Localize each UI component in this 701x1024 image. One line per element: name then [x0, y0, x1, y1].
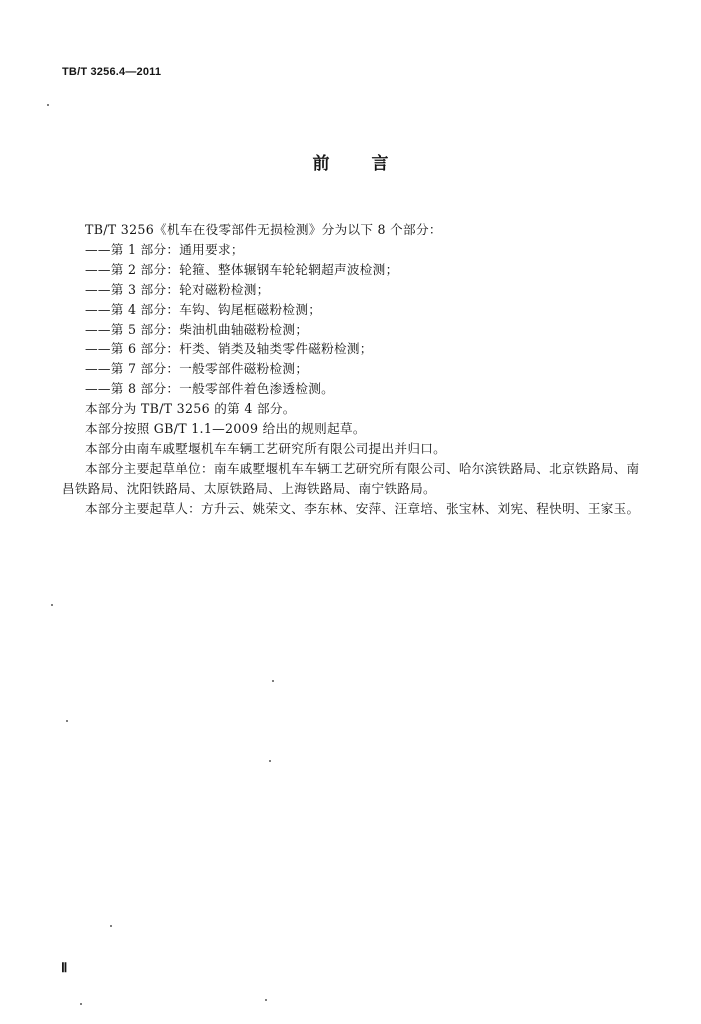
scan-speck [66, 720, 68, 722]
scan-speck [51, 604, 53, 606]
list-item-part-2: ——第 2 部分：轮箍、整体辗钢车轮轮辋超声波检测； [85, 261, 399, 277]
document-number: TB/T 3256.4—2011 [62, 66, 162, 78]
list-item-part-4: ——第 4 部分：车钩、钩尾框磁粉检测； [85, 301, 322, 317]
scan-speck [272, 680, 274, 682]
list-item-part-7: ——第 7 部分：一般零部件磁粉检测； [85, 361, 309, 377]
page-title: 前 言 [312, 154, 389, 174]
paragraph-drafting-units: 本部分主要起草单位：南车戚墅堰机车车辆工艺研究所有限公司、哈尔滨铁路局、北京铁路局、南昌铁路局、沈阳铁路局、太原铁路局、上海铁路局、南宁铁路局。 [62, 460, 640, 496]
scan-speck [47, 104, 49, 106]
paragraph-part-statement: 本部分为 TB/T 3256 的第 4 部分。 [85, 401, 296, 417]
list-item-part-6: ——第 6 部分：杆类、销类及轴类零件磁粉检测； [85, 341, 373, 357]
list-item-part-1: ——第 1 部分：通用要求； [85, 241, 244, 257]
paragraph-drafting-rules: 本部分按照 GB/T 1.1—2009 给出的规则起草。 [85, 421, 366, 437]
scan-speck [265, 999, 267, 1001]
list-item-part-5: ——第 5 部分：柴油机曲轴磁粉检测； [85, 321, 309, 337]
page-number: Ⅱ [61, 960, 68, 975]
scan-speck [80, 1003, 82, 1005]
paragraph-proposer: 本部分由南车戚墅堰机车车辆工艺研究所有限公司提出并归口。 [85, 440, 447, 456]
list-item-part-3: ——第 3 部分：轮对磁粉检测； [85, 281, 270, 297]
paragraph-drafters: 本部分主要起草人：方升云、姚荣文、李东林、安萍、汪章培、张宝林、刘宪、程快明、王家玉。 [85, 500, 640, 516]
foreword-body [62, 220, 644, 519]
scan-speck [110, 925, 112, 927]
paragraph-intro: TB/T 3256《机车在役零部件无损检测》分为以下 8 个部分： [85, 222, 442, 237]
list-item-part-8: ——第 8 部分：一般零部件着色渗透检测。 [85, 381, 335, 397]
scan-speck [269, 760, 271, 762]
